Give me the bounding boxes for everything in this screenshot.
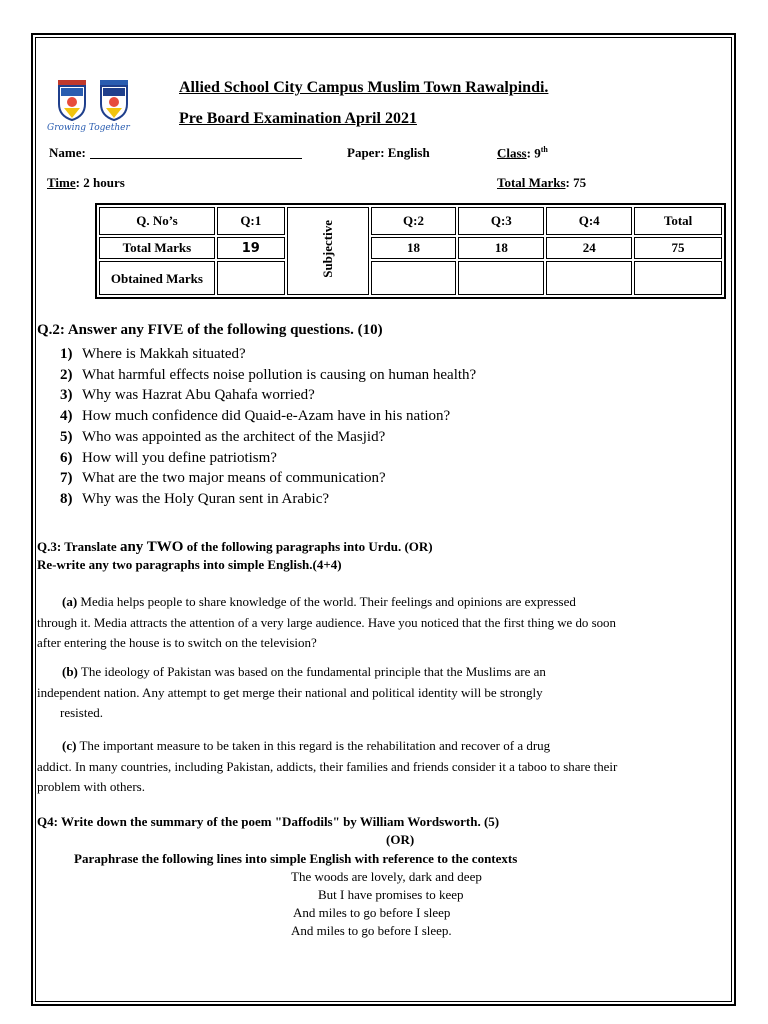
paragraph-line: after entering the house is to switch on the television?	[37, 635, 317, 650]
table-cell: Total Marks	[99, 237, 215, 259]
total-marks-value: : 75	[565, 175, 587, 190]
q3-title-part: Q.3: Translate	[37, 539, 120, 554]
paragraph-label: (a)	[62, 594, 78, 609]
paragraph-line: resisted.	[60, 705, 103, 720]
subjective-label: Subjective	[319, 220, 335, 278]
logo-tagline: Growing Together	[47, 123, 130, 133]
time-field	[47, 175, 125, 191]
total-marks-label: Total Marks	[497, 175, 566, 190]
paragraph-line: through it. Media attracts the attention of a very large audience. Have you noticed that the first thing we do soon	[37, 615, 616, 630]
list-item	[60, 385, 476, 406]
time-label: Time	[47, 175, 76, 190]
table-cell: 24	[546, 237, 632, 259]
total-marks-field	[497, 175, 586, 191]
school-crest-logo-right	[97, 78, 131, 122]
table-header-cell: Q:1	[217, 207, 285, 235]
list-item	[60, 489, 476, 510]
q4-paraphrase-instruction: Paraphrase the following lines into simple English with reference to the contexts	[74, 851, 518, 866]
item-text: How much confidence did Quaid-e-Azam have in his nation?	[82, 408, 451, 425]
paragraph-label: (c)	[62, 738, 77, 753]
poem-line: And miles to go before I sleep.	[291, 923, 452, 938]
paragraph-a	[37, 592, 733, 654]
q2-question-list	[60, 344, 476, 510]
item-text: How will you define patriotism?	[82, 449, 277, 466]
table-header-cell: Total	[634, 207, 722, 235]
item-text: Who was appointed as the architect of the Masjid?	[82, 428, 386, 445]
table-cell: Obtained Marks	[99, 261, 215, 295]
paragraph-text: The ideology of Pakistan was based on the fundamental principle that the Muslims are an	[77, 664, 546, 679]
list-item	[60, 365, 476, 386]
table-cell: 75	[634, 237, 722, 259]
table-cell: 19	[217, 237, 285, 259]
table-header-cell: Q. No’s	[99, 207, 215, 235]
school-crest-logo-left	[55, 78, 89, 122]
table-row-total-marks	[99, 237, 722, 259]
poem-line: The woods are lovely, dark and deep	[291, 869, 482, 884]
class-superscript: th	[540, 145, 548, 154]
obtained-q3-cell[interactable]	[458, 261, 544, 295]
table-header-cell: Q:3	[458, 207, 544, 235]
class-value: : 9	[526, 145, 541, 161]
item-number: 7)	[60, 470, 73, 487]
table-cell: 18	[458, 237, 544, 259]
q3-subtitle: Re-write any two paragraphs into simple English.(4+4)	[37, 557, 342, 572]
q3-title-part: of the following paragraphs into Urdu. (OR)	[183, 539, 433, 554]
name-label: Name:	[49, 145, 86, 160]
item-number: 6)	[60, 449, 73, 466]
table-header-cell: Q:4	[546, 207, 632, 235]
poem-line: And miles to go before I sleep	[293, 905, 451, 920]
q3-title-emphasis: any TWO	[119, 539, 184, 555]
item-text: What are the two major means of communication?	[82, 470, 386, 487]
marks-table	[95, 203, 726, 299]
item-number: 1)	[60, 346, 73, 362]
table-cell: 18	[371, 237, 457, 259]
poem-line: But I have promises to keep	[318, 887, 464, 902]
paragraph-line	[37, 662, 733, 683]
paragraph-text: The important measure to be taken in this regard is the rehabilitation and recover of a drug	[76, 738, 551, 753]
table-header-cell: Q:2	[371, 207, 457, 235]
item-number: 2)	[60, 366, 73, 383]
list-item	[60, 468, 476, 489]
paragraph-c	[37, 736, 733, 798]
item-text: Why was the Holy Quran sent in Arabic?	[82, 490, 330, 507]
obtained-q1-cell[interactable]	[217, 261, 285, 295]
list-item	[60, 406, 476, 427]
table-header-row	[99, 207, 722, 235]
item-text: Why was Hazrat Abu Qahafa worried?	[82, 387, 315, 404]
class-label: Class	[497, 145, 527, 161]
q4-title: Q4: Write down the summary of the poem "Daffodils" by William Wordsworth. (5)	[37, 814, 500, 829]
subjective-cell	[287, 207, 369, 295]
list-item	[60, 448, 476, 469]
obtained-q4-cell[interactable]	[546, 261, 632, 295]
q4-or-label: (OR)	[386, 832, 415, 847]
paragraph-b	[37, 662, 733, 724]
obtained-total-cell[interactable]	[634, 261, 722, 295]
paragraph-text: Media helps people to share knowledge of the world. Their feelings and opinions are expressed	[77, 594, 576, 609]
school-name-title: Allied School City Campus Muslim Town Rawalpindi.	[179, 79, 549, 96]
list-item	[60, 427, 476, 448]
paragraph-line	[37, 592, 733, 613]
exam-title: Pre Board Examination April 2021	[179, 110, 417, 127]
obtained-q2-cell[interactable]	[371, 261, 457, 295]
item-number: 5)	[60, 428, 73, 445]
item-text: What harmful effects noise pollution is causing on human health?	[82, 366, 477, 383]
name-blank-line	[90, 158, 302, 159]
paragraph-line	[37, 736, 733, 757]
paragraph-line: independent nation. Any attempt to get merge their national and political identity will be strongly	[37, 684, 543, 700]
paper-label: Paper: English	[347, 145, 430, 160]
q3-title	[37, 539, 433, 556]
item-number: 3)	[60, 387, 73, 404]
q2-title: Q.2: Answer any FIVE of the following questions. (10)	[37, 322, 383, 338]
item-number: 8)	[60, 490, 73, 507]
item-number: 4)	[60, 408, 73, 425]
list-item	[60, 344, 476, 365]
paragraph-label: (b)	[62, 664, 78, 679]
item-text: Where is Makkah situated?	[82, 346, 246, 362]
paragraph-line: problem with others.	[37, 779, 145, 794]
paragraph-line: addict. In many countries, including Pakistan, addicts, their families and friends consider it a taboo to share their	[37, 759, 618, 774]
table-row-obtained-marks	[99, 261, 722, 295]
time-value: : 2 hours	[75, 175, 125, 190]
class-field	[497, 145, 548, 161]
